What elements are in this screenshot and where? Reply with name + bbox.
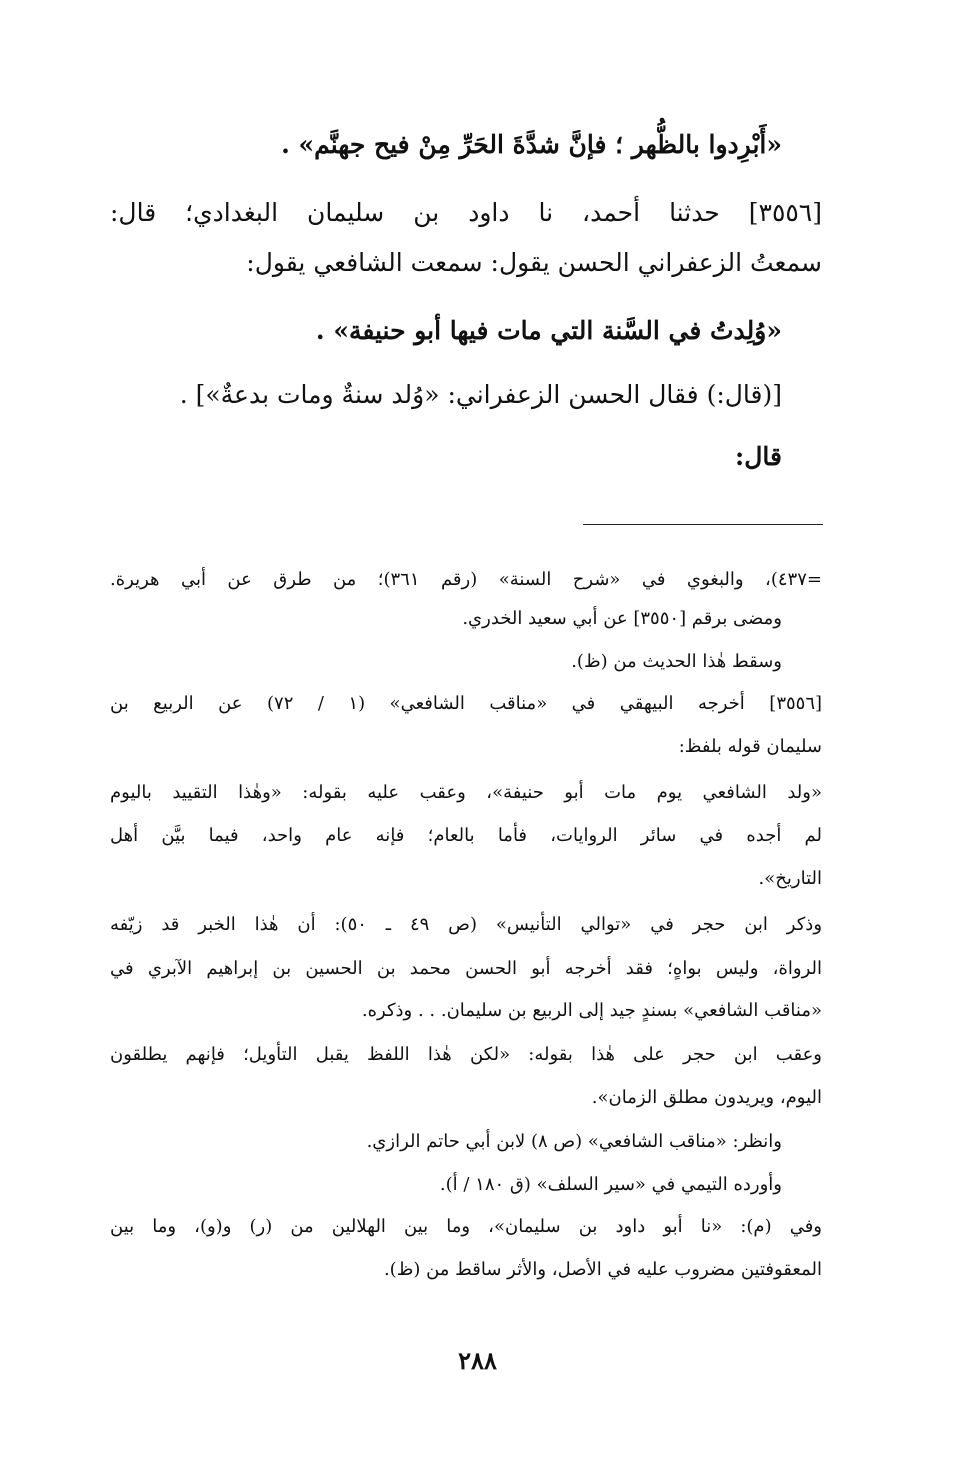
footnote-line: لم أجده في سائر الروايات، فأما بالعام؛ فإنه عام واحد، فيما بيَّن أهل bbox=[110, 825, 822, 846]
footnote-line: وسقط هٰذا الحديث من (ظ). bbox=[571, 651, 782, 672]
footnote-line: وانظر: «مناقب الشافعي» (ص ٨) لابن أبي حاتم الرازي. bbox=[366, 1131, 782, 1152]
quote-line: «وُلِدتُ في السَّنة التي مات فيها أبو حنيفة» . bbox=[315, 316, 782, 345]
footnote-line: اليوم، ويريدون مطلق الزمان». bbox=[591, 1087, 822, 1108]
footnote-line: التاريخ». bbox=[758, 868, 822, 889]
footnote-line: [٣٥٥٦] أخرجه البيهقي في «مناقب الشافعي» (١ / ٧٢) عن الربيع بن bbox=[110, 693, 823, 714]
footnote-line: الرواة، وليس بواهٍ؛ فقد أخرجه أبو الحسن محمد بن الحسين بن إبراهيم الآبري في bbox=[110, 958, 822, 979]
footnote-line: ومضى برقم [٣٥٥٠] عن أبي سعيد الخدري. bbox=[462, 608, 782, 629]
footnote-line: =٤٣٧)، والبغوي في «شرح السنة» (رقم ٣٦١)؛ من طرق عن أبي هريرة. bbox=[110, 569, 822, 590]
quote-line: قال: bbox=[735, 442, 782, 471]
footnote-line: وذكر ابن حجر في «توالي التأنيس» (ص ٤٩ ـ ٥٠): أن هٰذا الخبر قد زيّفه bbox=[110, 914, 823, 935]
narration-line: [٣٥٥٦] حدثنا أحمد، نا داود بن سليمان البغدادي؛ قال: bbox=[110, 198, 822, 227]
quote-line: [(قال:) فقال الحسن الزعفراني: «وُلد سنةٌ ومات بدعةٌ»] . bbox=[179, 380, 782, 409]
page-number: ٢٨٨ bbox=[458, 1346, 497, 1375]
narration-line: سمعتُ الزعفراني الحسن يقول: سمعت الشافعي يقول: bbox=[246, 248, 822, 277]
footnote-line: وعقب ابن حجر على هٰذا بقوله: «لكن هٰذا اللفظ يقبل التأويل؛ فإنهم يطلقون bbox=[110, 1044, 822, 1065]
footnote-line: سليمان قوله بلفظ: bbox=[678, 736, 822, 757]
footnote-line: «ولد الشافعي يوم مات أبو حنيفة»، وعقب عليه بقوله: «وهٰذا التقييد باليوم bbox=[110, 782, 822, 803]
hadith-text-line: «أَبْرِدوا بالظُّهر ؛ فإنَّ شدَّةَ الحَرِّ مِنْ فيح جهنَّم» . bbox=[281, 130, 782, 159]
footnote-line: وفي (م): «نا أبو داود بن سليمان»، وما بين الهلالين من (ر) و(و)، وما بين bbox=[110, 1216, 822, 1237]
footnote-line: المعقوفتين مضروب عليه في الأصل، والأثر ساقط من (ظ). bbox=[383, 1259, 822, 1280]
footnote-line: وأورده التيمي في «سير السلف» (ق ١٨٠ / أ). bbox=[439, 1174, 782, 1195]
footnote-line: «مناقب الشافعي» بسندٍ جيد إلى الربيع بن سليمان. . . وذكره. bbox=[361, 1000, 822, 1021]
footnote-divider bbox=[583, 524, 823, 525]
